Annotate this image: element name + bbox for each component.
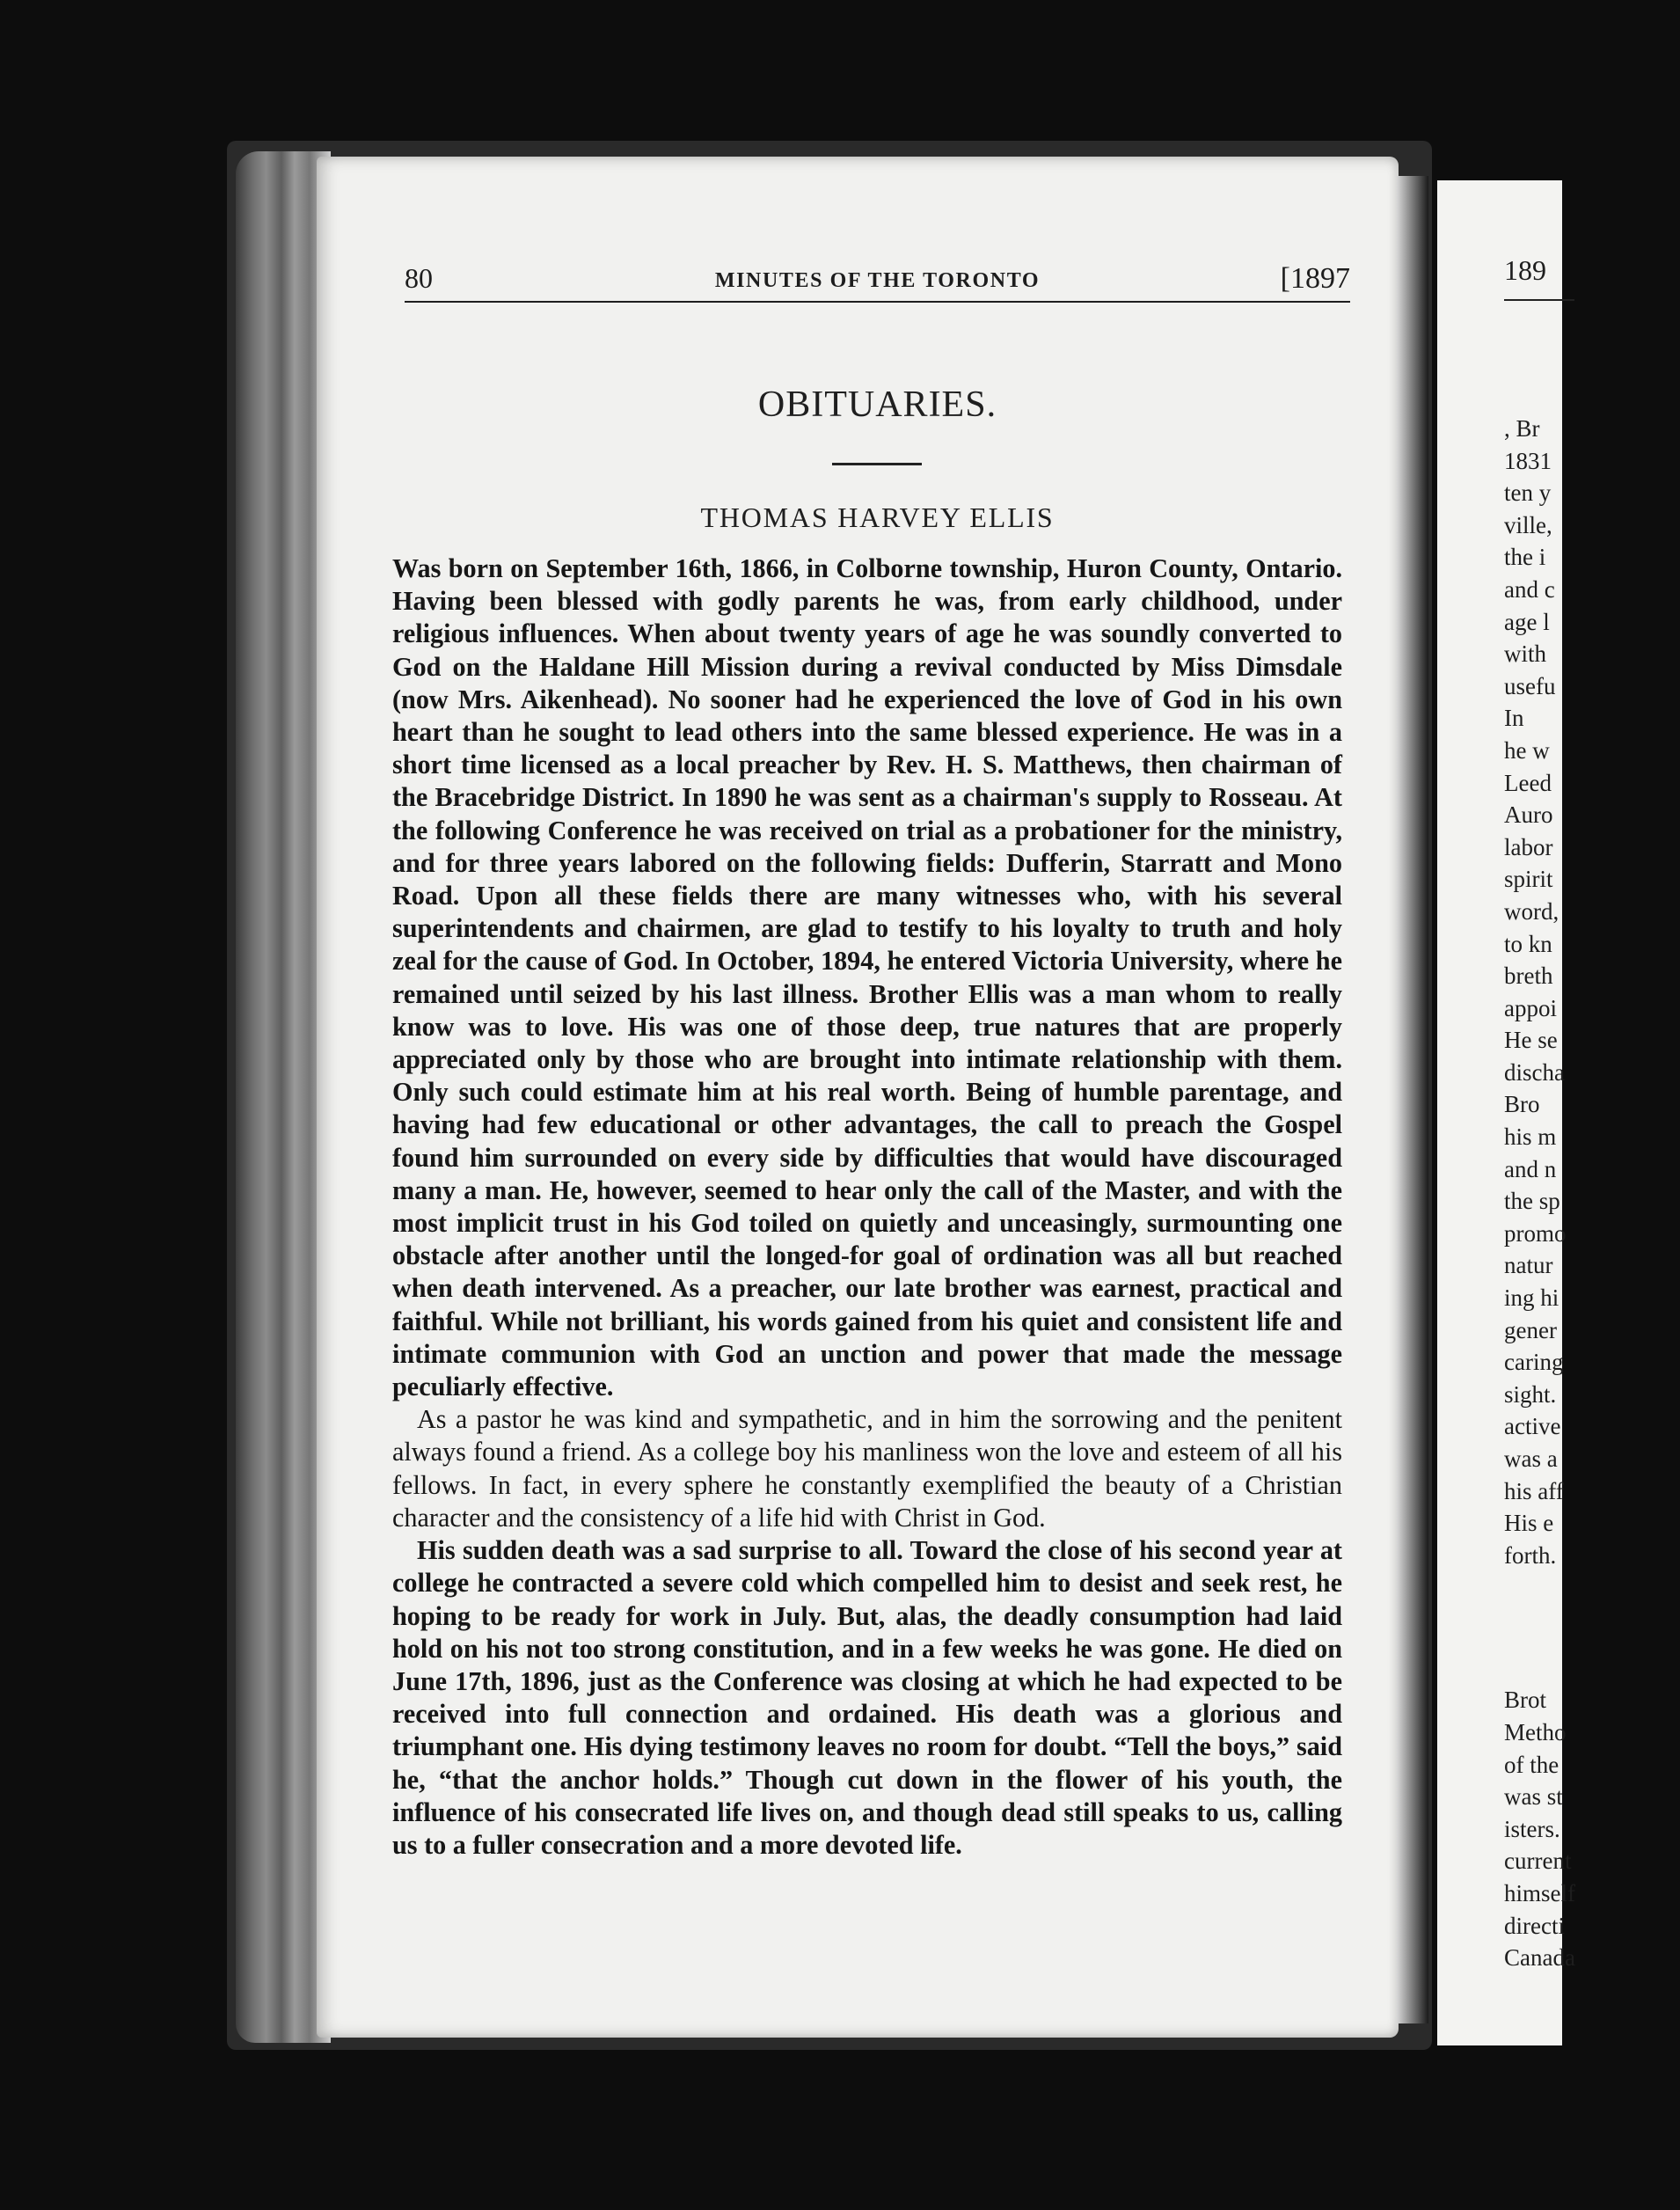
adjacent-page-line: In	[1504, 705, 1524, 732]
adjacent-page-line: ing hi	[1504, 1284, 1559, 1312]
adjacent-page-line: spirit	[1504, 866, 1553, 893]
adjacent-page-text	[1504, 413, 1680, 1974]
adjacent-page-line: gener	[1504, 1316, 1557, 1343]
section-divider	[832, 463, 922, 465]
adjacent-page-line: was a	[1504, 1445, 1558, 1472]
adjacent-page-line: to kn	[1504, 930, 1552, 957]
adjacent-page-line: himself	[1504, 1879, 1575, 1906]
adjacent-page-line: of the	[1504, 1751, 1559, 1778]
adjacent-page-line: Bro	[1504, 1091, 1540, 1118]
obituary-body	[392, 552, 1342, 1862]
adjacent-page-line: breth	[1504, 962, 1553, 990]
running-header	[405, 257, 1350, 303]
header-year: [1897	[1280, 262, 1350, 295]
adjacent-page-line: Canada	[1504, 1944, 1575, 1972]
adjacent-page-line: promo	[1504, 1219, 1567, 1247]
adjacent-page-line: the sp	[1504, 1188, 1560, 1215]
section-title: OBITUARIES.	[757, 384, 997, 425]
adjacent-page-line: his aff	[1504, 1477, 1564, 1504]
adjacent-page-line: was st	[1504, 1783, 1563, 1811]
adjacent-page-line: and n	[1504, 1155, 1557, 1182]
adjacent-header-rule	[1504, 299, 1574, 301]
adjacent-page-line: labor	[1504, 833, 1553, 860]
adjacent-page-line: he w	[1504, 736, 1550, 764]
adjacent-page-line: and c	[1504, 575, 1555, 603]
adjacent-page-line: Metho	[1504, 1718, 1567, 1745]
adjacent-page-line: forth.	[1504, 1541, 1557, 1569]
adjacent-page-line: Brot	[1504, 1687, 1547, 1714]
adjacent-page	[1437, 180, 1575, 2045]
adjacent-page-line: directi	[1504, 1912, 1565, 1939]
adjacent-page-line: isters.	[1504, 1815, 1560, 1842]
adjacent-page-line: the i	[1504, 544, 1546, 571]
adjacent-page-header: 189	[1504, 254, 1546, 286]
adjacent-page-line: ville,	[1504, 511, 1552, 538]
adjacent-page-line: sight.	[1504, 1380, 1557, 1408]
adjacent-page-line: ten y	[1504, 479, 1552, 507]
obituary-paragraph: Was born on September 16th, 1866, in Colborne township, Huron County, Ontario. Having been blessed with godly parents he was, from early childhood, under religious influences. When about twenty years of age he was soundly converted to God on the Haldane Hill Mission during a revival conducted by Miss Dimsdale (now Mrs. Aikenhead). No sooner had he experienced the love of God in his own heart than he sought to lead others into the same blessed experience. He was in a short time licensed as a local preacher by Rev. H. S. Matthews, then chairman of the Bracebridge District. In 1890 he was sent as a chairman's supply to Rosseau. At the following Conference he was received on trial as a probationer for the ministry, and for three years labored on the following fields: Dufferin, Starratt and Mono Road. Upon all these fields there are many witnesses who, with his several superintendents and chairmen, are glad to testify to his loyalty to truth and holy zeal for the cause of God. In October, 1894, he entered Victoria University, where he remained until seized by his last illness. Brother Ellis was a man whom to really know was to love. His was one of those deep, true natures that are properly appreciated only by those who are brought into intimate relationship with them. Only such could estimate him at his real worth. Being of humble parentage, and having had few educational or other advantages, the call to preach the Gospel found him surrounded on every side by difficulties that would have discouraged many a man. He, however, seemed to hear only the call of the Master, and with the most implicit trust in his God toiled on quietly and unceasingly, surmounting one obstacle after another until the longed-for goal of ordination was all but reached when death intervened. As a preacher, our late brother was earnest, practical and faithful. While not brilliant, his words gained from his quiet and consistent life and intimate communion with God an unction and power that made the message peculiarly effective.	[392, 553, 1342, 1402]
adjacent-page-line: His e	[1504, 1510, 1554, 1537]
adjacent-page-line: his m	[1504, 1123, 1557, 1151]
obituary-paragraph: As a pastor he was kind and sympathetic, and in him the sorrowing and the penitent always found a friend. As a college boy his manliness won the love and esteem of all his fellows. In fact, in every sphere he constantly exemplified the beauty of a Christian character and the consistency of a life hid with Christ in God.	[392, 1404, 1342, 1533]
adjacent-page-line: caring	[1504, 1349, 1564, 1376]
running-title: MINUTES OF THE TORONTO	[714, 269, 1041, 292]
adjacent-page-line: appoi	[1504, 994, 1557, 1021]
gutter-shadow	[1397, 176, 1428, 2023]
adjacent-page-line: word,	[1504, 897, 1559, 925]
adjacent-page-line: usefu	[1504, 672, 1556, 699]
obituary-name: THOMAS HARVEY ELLIS	[700, 501, 1055, 533]
adjacent-page-gap	[1504, 1571, 1680, 1684]
adjacent-page-line: age l	[1504, 608, 1550, 635]
adjacent-page-line: Auro	[1504, 801, 1553, 829]
adjacent-page-line: Leed	[1504, 769, 1552, 796]
adjacent-page-line: natur	[1504, 1252, 1553, 1279]
adjacent-page-line: He se	[1504, 1027, 1558, 1054]
adjacent-page-line: 1831	[1504, 447, 1552, 474]
adjacent-page-line: with	[1504, 640, 1547, 668]
adjacent-page-line: , Br	[1504, 415, 1540, 442]
obituary-paragraph: His sudden death was a sad surprise to all. Toward the close of his second year at college he contracted a severe cold which compelled him to desist and seek rest, he hoping to be ready for work in July. But, alas, the deadly consumption had laid hold on his not too strong constitution, and in a few weeks he was gone. He died on June 17th, 1896, just as the Conference was closing at which he had expected to be received into full connection and ordained. His death was a glorious and triumphant one. His dying testimony leaves no room for doubt. “Tell the boys,” said he, “that the anchor holds.” Though cut down in the flower of his youth, the influence of his consecrated life lives on, and though dead still speaks to us, calling us to a fuller consecration and a more devoted life.	[392, 1535, 1342, 1860]
adjacent-page-line: current	[1504, 1848, 1572, 1875]
adjacent-page-line: discha	[1504, 1058, 1565, 1086]
page-number: 80	[405, 262, 433, 294]
adjacent-page-line: active	[1504, 1413, 1561, 1440]
